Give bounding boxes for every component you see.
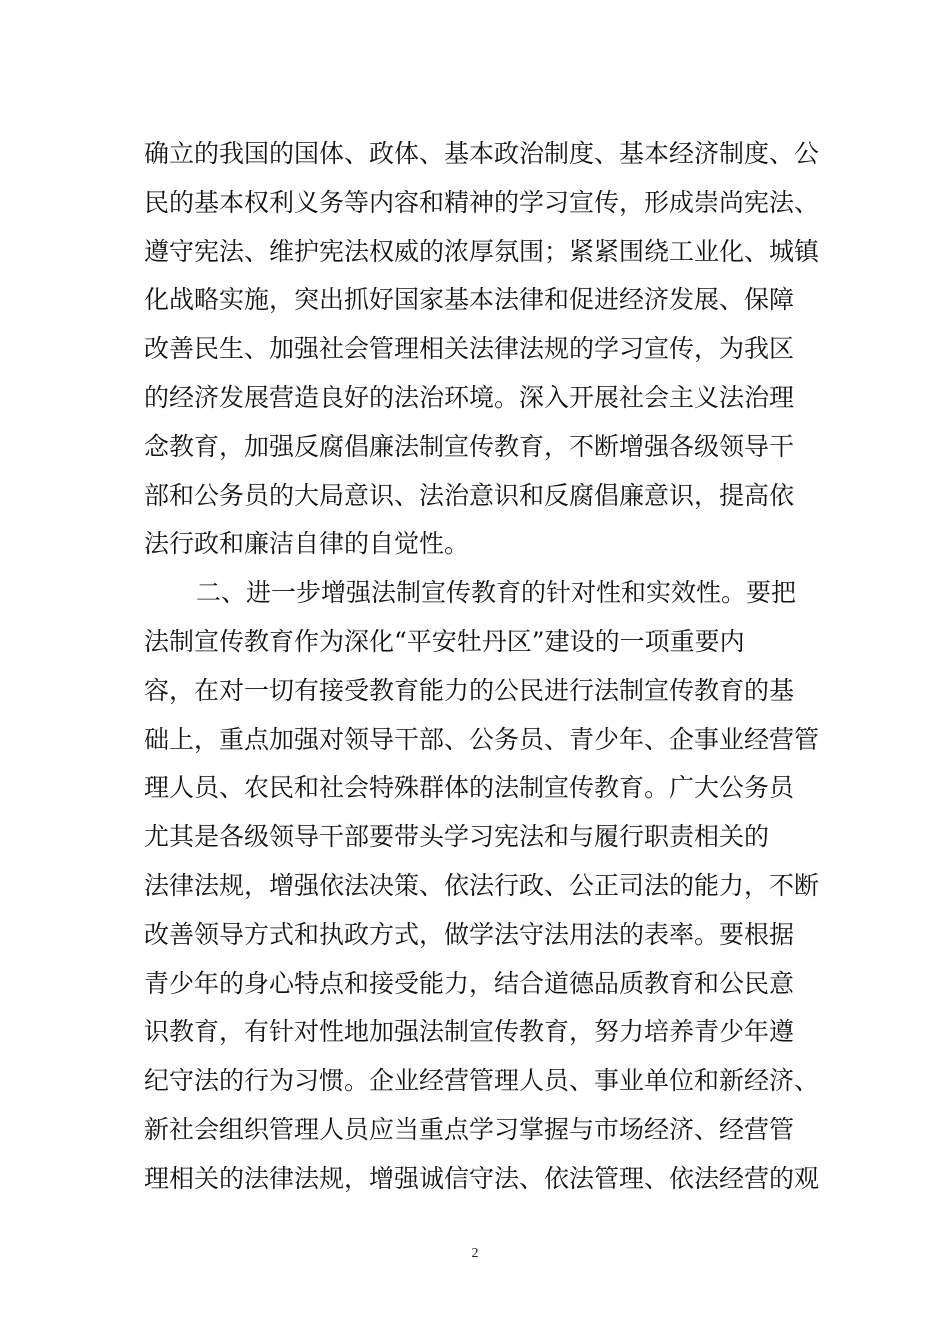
- text-line: 遵守宪法、维护宪法权威的浓厚氛围；紧紧围绕工业化、城镇: [144, 236, 820, 266]
- text-line: 理人员、农民和社会特殊群体的法制宣传教育。广大公务员: [144, 773, 795, 803]
- text-line: 法行政和廉洁自律的自觉性。: [144, 529, 470, 559]
- page-number: 2: [471, 1246, 479, 1261]
- text-line: 容，在对一切有接受教育能力的公民进行法制宣传教育的基: [144, 675, 795, 705]
- text-line: 化战略实施，突出抓好国家基本法律和促进经济发展、保障: [144, 285, 795, 315]
- text-line: 尤其是各级领导干部要带头学习宪法和与履行职责相关的: [144, 822, 770, 852]
- text-line: 民的基本权利义务等内容和精神的学习宣传，形成崇尚宪法、: [144, 187, 820, 217]
- text-line: 部和公务员的大局意识、法治意识和反腐倡廉意识，提高依: [144, 480, 795, 510]
- text-line: 改善民生、加强社会管理相关法律法规的学习宣传，为我区: [144, 334, 795, 364]
- text-line: 法律法规，增强依法决策、依法行政、公正司法的能力，不断: [144, 870, 820, 900]
- text-line: 识教育，有针对性地加强法制宣传教育，努力培养青少年遵: [144, 1017, 795, 1047]
- text-line: 确立的我国的国体、政体、基本政治制度、基本经济制度、公: [144, 139, 820, 168]
- text-line: 的经济发展营造良好的法治环境。深入开展社会主义法治理: [144, 382, 795, 412]
- text-line: 理相关的法律法规，增强诚信守法、依法管理、依法经营的观: [144, 1163, 820, 1193]
- text-line: 纪守法的行为习惯。企业经营管理人员、事业单位和新经济、: [144, 1066, 820, 1096]
- text-line: 二、进一步增强法制宣传教育的针对性和实效性。要把: [196, 578, 797, 608]
- text-line: 青少年的身心特点和接受能力，结合道德品质教育和公民意: [144, 968, 795, 998]
- text-line: 改善领导方式和执政方式，做学法守法用法的表率。要根据: [144, 919, 795, 949]
- text-line: 法制宣传教育作为深化“平安牡丹区”建设的一项重要内: [144, 626, 745, 656]
- text-line: 新社会组织管理人员应当重点学习掌握与市场经济、经营管: [144, 1114, 795, 1144]
- text-line: 础上，重点加强对领导干部、公务员、青少年、企事业经营管: [144, 724, 820, 754]
- text-line: 念教育，加强反腐倡廉法制宣传教育，不断增强各级领导干: [144, 431, 795, 461]
- body-text: [144, 130, 824, 1204]
